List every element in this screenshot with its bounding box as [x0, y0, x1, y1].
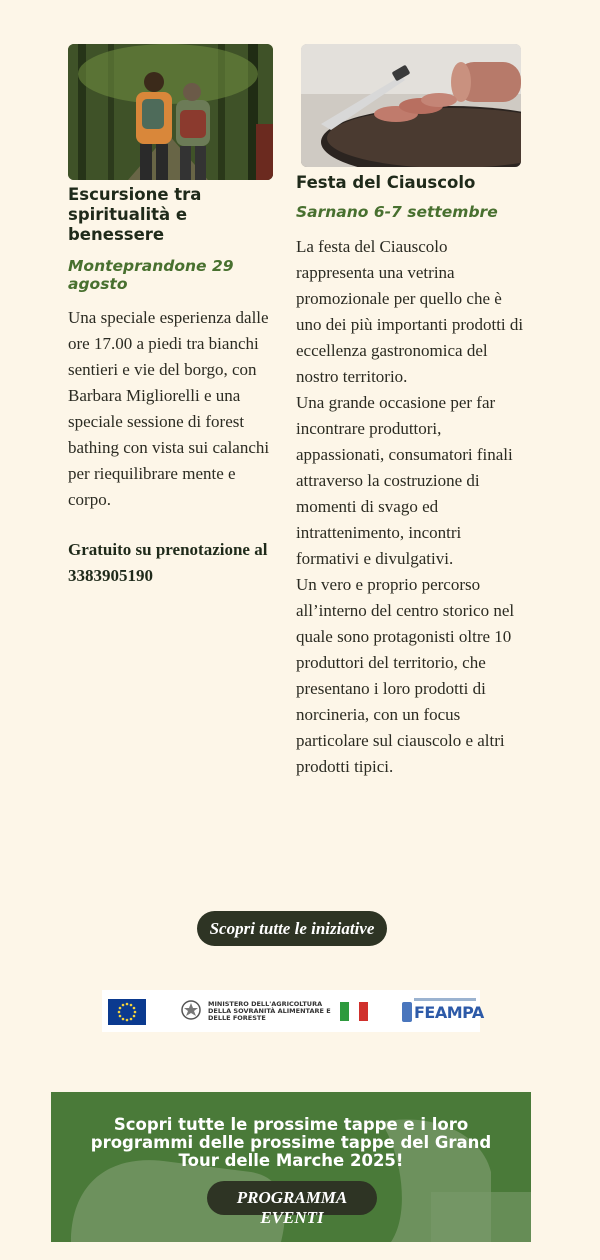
hikers-photo[interactable]	[68, 44, 273, 180]
description-paragraph: La festa del Ciauscolo rappresenta una vetrina promozionale per quello che è uno dei più importanti prodotti di eccellenza gastronomica del nostro territorio.	[296, 237, 524, 386]
event-location-date: Sarnano 6-7 settembre	[296, 203, 498, 221]
feampa-icon	[402, 1002, 412, 1022]
booking-note: Gratuito su prenotazione al 3383905190	[68, 540, 268, 585]
feampa-caption-bar	[414, 998, 476, 1001]
event-description: Una speciale esperienza dalle ore 17.00 a piedi tra bianchi sentieri e vie del borgo, con Barbara Migliorelli e una speciale sessione di forest bathing con vista sui calanchi per riequilibrare mente e corpo.	[68, 308, 270, 509]
program-events-button[interactable]: PROGRAMMA EVENTI	[207, 1181, 377, 1215]
event-location-date: Monteprandone 29 agosto	[68, 257, 234, 293]
banner-message: Scopri tutte le prossime tappe e i loro programmi delle prossime tappe del Grand Tour delle Marche 2025!	[90, 1115, 492, 1170]
sponsor-logos	[102, 990, 484, 1032]
feampa-logo	[402, 998, 484, 1024]
event-card-ciauscolo	[296, 44, 528, 780]
feampa-label: FEAMPA	[414, 1003, 484, 1022]
italian-emblem-icon	[181, 1000, 201, 1020]
program-banner	[51, 1092, 531, 1242]
ministry-name: MINISTERO DELL'AGRICOLTURA DELLA SOVRANITÀ ALIMENTARE E DELLE FORESTE	[208, 1000, 331, 1022]
italian-flag-icon	[340, 1002, 368, 1021]
description-paragraph: Una grande occasione per far incontrare produttori, appassionati, consumatori finali attraverso la costruzione di momenti di svago ed intrattenimento, incontri formativi e divulgativi.	[296, 393, 513, 568]
hikers-illustration	[68, 44, 273, 180]
description-paragraph: Un vero e proprio percorso all’interno del centro storico nel quale sono protagonisti oltre 10 produttori del territorio, che presentano i loro prodotti di norcineria, con un focus particolare sul ciauscolo e altri prodotti tipici.	[296, 575, 515, 776]
event-title[interactable]: Escursione tra spiritualità e benessere	[68, 185, 202, 244]
eu-flag-icon	[108, 999, 146, 1025]
ciauscolo-photo[interactable]	[301, 44, 521, 167]
event-description	[296, 234, 528, 780]
event-card-escursione	[68, 44, 278, 589]
event-title[interactable]: Festa del Ciauscolo	[296, 173, 476, 192]
ciauscolo-illustration	[301, 44, 521, 167]
all-initiatives-button[interactable]: Scopri tutte le iniziative	[197, 911, 387, 946]
